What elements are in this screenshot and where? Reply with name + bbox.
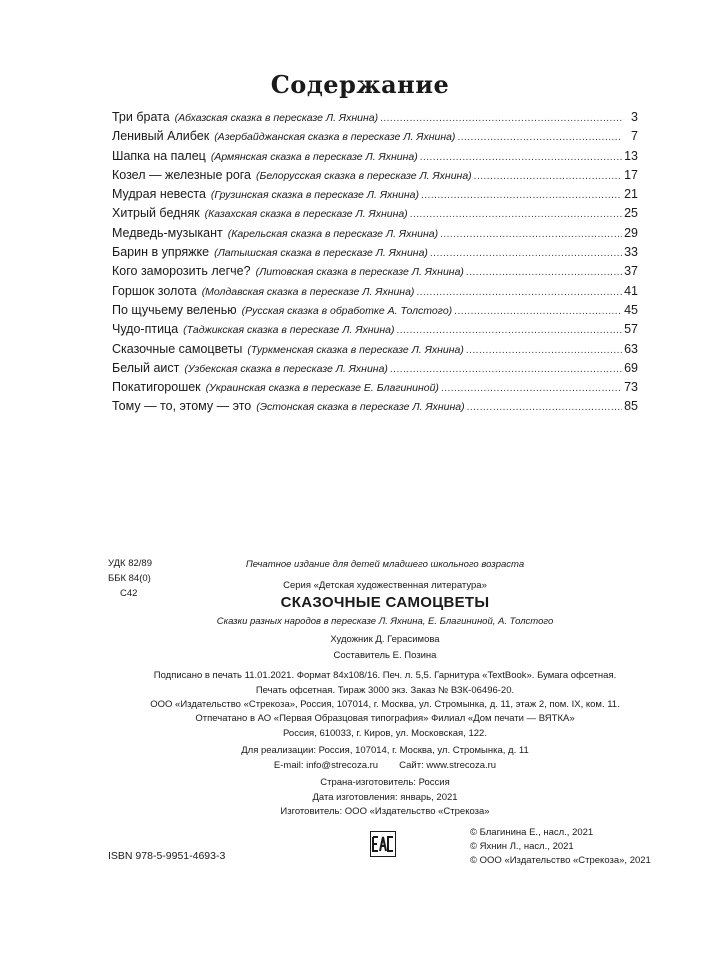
toc-entry[interactable]	[112, 262, 638, 281]
entry-title: Ленивый Алибек	[112, 129, 210, 144]
dot-leader	[454, 302, 622, 321]
entry-page: 69	[624, 360, 638, 375]
sales-details	[150, 744, 620, 773]
printer-details	[150, 712, 620, 741]
entry-source: (Латышская сказка в пересказе Л. Яхнина)	[214, 247, 428, 260]
bbk-code: ББК 84(0)	[108, 573, 151, 584]
entry-source: (Азербайджанская сказка в пересказе Л. Яхнина)	[214, 131, 456, 144]
print-specs: Подписано в печать 11.01.2021. Формат 84х108/16. Печ. л. 5,5. Гарнитура «TextBook». Бумага офсетная.	[153, 670, 617, 681]
entry-title: Сказочные самоцветы	[112, 341, 243, 356]
entry-source: (Русская сказка в обработке А. Толстого)	[241, 304, 453, 317]
dot-leader	[466, 341, 622, 360]
entry-source: (Карельская сказка в пересказе Л. Яхнина)	[227, 227, 439, 240]
entry-page: 25	[624, 206, 638, 221]
dot-leader	[467, 398, 622, 417]
entry-title: Три брата	[112, 110, 170, 124]
copyright-block	[470, 826, 651, 868]
entry-title: Белый аист	[112, 360, 180, 375]
publication-details	[150, 669, 620, 713]
entry-source: (Литовская сказка в пересказе Л. Яхнина)	[255, 266, 464, 279]
printer-address: Россия, 610033, г. Киров, ул. Московская, 122.	[283, 727, 487, 739]
publisher-address: ООО «Издательство «Стрекоза», Россия, 107014, г. Москва, ул. Стромынка, д. 11, этаж 2, пом. IX, ком. 11.	[150, 699, 620, 710]
entry-title: Шапка на палец	[112, 148, 206, 163]
entry-source: (Грузинская сказка в пересказе Л. Яхнина)	[210, 189, 419, 202]
dot-leader	[466, 263, 622, 282]
entry-source: (Туркменская сказка в пересказе Л. Яхнина)	[247, 343, 464, 356]
author-mark: С42	[120, 588, 138, 599]
toc-entry[interactable]	[112, 108, 638, 127]
entry-page: 17	[624, 167, 638, 182]
dot-leader	[430, 244, 622, 263]
toc-entry[interactable]	[112, 166, 638, 185]
artist-credit: Художник Д. Герасимова	[330, 634, 440, 645]
entry-source: (Молдавская сказка в пересказе Л. Яхнина)	[201, 285, 415, 298]
dot-leader	[390, 360, 622, 379]
copyright-line: © ООО «Издательство «Стрекоза», 2021	[470, 855, 651, 866]
dot-leader	[416, 283, 622, 302]
toc-entry[interactable]	[112, 320, 638, 339]
entry-source: (Казахская сказка в пересказе Л. Яхнина)	[204, 208, 408, 221]
dot-leader	[474, 167, 622, 186]
toc-entry[interactable]	[112, 340, 638, 359]
entry-page: 57	[624, 322, 638, 337]
entry-source: (Эстонская сказка в пересказе Л. Яхнина)	[256, 401, 465, 414]
entry-source: (Узбекская сказка в пересказе Л. Яхнина)	[184, 362, 388, 375]
table-of-contents	[112, 108, 638, 417]
entry-source: (Украинская сказка в пересказе Е. Благининой)	[205, 382, 439, 395]
toc-entry[interactable]	[112, 359, 638, 378]
entry-page: 37	[624, 264, 638, 279]
contact-line: E-mail: info@strecoza.ru Сайт: www.strecoza.ru	[273, 759, 497, 771]
isbn: ISBN 978-5-9951-4693-3	[108, 850, 226, 862]
dot-leader	[440, 225, 622, 244]
entry-title: Тому — то, этому — это	[112, 399, 252, 414]
udk-code: УДК 82/89	[108, 558, 152, 569]
copyright-line: © Яхнин Л., насл., 2021	[470, 841, 574, 852]
entry-page: 85	[624, 399, 638, 414]
entry-title: Чудо-птица	[112, 322, 179, 337]
classification-codes	[108, 558, 152, 603]
entry-source: (Абхазская сказка в пересказе Л. Яхнина)	[174, 112, 379, 124]
entry-title: Хитрый бедняк	[112, 206, 200, 221]
entry-source: (Армянская сказка в пересказе Л. Яхнина)	[210, 150, 418, 163]
entry-title: По щучьему веленью	[112, 302, 237, 317]
dot-leader	[380, 109, 622, 128]
toc-entry[interactable]	[112, 204, 638, 223]
entry-page: 63	[624, 341, 638, 356]
toc-entry[interactable]	[112, 282, 638, 301]
entry-source: (Таджикская сказка в пересказе Л. Яхнина)	[183, 324, 395, 337]
dot-leader	[420, 148, 622, 167]
toc-entry[interactable]	[112, 147, 638, 166]
toc-entry[interactable]	[112, 378, 638, 397]
dot-leader	[457, 128, 622, 147]
toc-entry[interactable]	[112, 243, 638, 262]
printer-name: Отпечатано в АО «Первая Образцовая типография» Филиал «Дом печати — ВЯТКА»	[195, 713, 575, 724]
entry-title: Барин в упряжке	[112, 245, 210, 260]
series-name: Серия «Детская художественная литература»	[283, 580, 487, 591]
entry-page: 73	[624, 380, 638, 395]
dot-leader	[396, 321, 622, 340]
entry-page: 3	[631, 110, 638, 124]
entry-page: 7	[631, 129, 638, 144]
sales-address: Для реализации: Россия, 107014, г. Москва, ул. Стромынка, д. 11	[241, 745, 529, 756]
entry-title: Мудрая невеста	[112, 187, 206, 202]
toc-entry[interactable]	[112, 224, 638, 243]
manufacturer-details	[150, 776, 620, 820]
dot-leader	[410, 205, 622, 224]
manufacture-date: Дата изготовления: январь, 2021	[312, 791, 458, 803]
toc-entry[interactable]	[112, 185, 638, 204]
age-note: Печатное издание для детей младшего школьного возраста	[245, 559, 525, 570]
entry-source: (Белорусская сказка в пересказе Л. Яхнина)	[256, 169, 472, 182]
toc-entry[interactable]	[112, 301, 638, 320]
entry-page: 13	[624, 148, 638, 163]
eac-mark-icon	[370, 831, 396, 857]
dot-leader	[441, 379, 622, 398]
copyright-line: © Благинина Е., насл., 2021	[470, 827, 594, 838]
manufacturer-name: Изготовитель: ООО «Издательство «Стрекоза»	[280, 806, 490, 817]
toc-entry[interactable]	[112, 127, 638, 146]
dot-leader	[421, 186, 622, 205]
toc-title: Содержание	[270, 70, 450, 99]
entry-page: 45	[624, 302, 638, 317]
book-title: СКАЗОЧНЫЕ САМОЦВЕТЫ	[280, 594, 490, 611]
entry-page: 21	[624, 187, 638, 202]
book-subtitle: Сказки разных народов в пересказе Л. Яхнина, Е. Благининой, А. Толстого	[216, 616, 554, 627]
country-of-origin: Страна-изготовитель: Россия	[320, 777, 450, 788]
entry-title: Горшок золота	[112, 283, 197, 298]
entry-page: 29	[624, 225, 638, 240]
entry-title: Кого заморозить легче?	[112, 264, 251, 279]
entry-title: Медведь-музыкант	[112, 225, 223, 240]
entry-title: Покатигорошек	[112, 380, 201, 395]
entry-title: Козел — железные рога	[112, 167, 252, 182]
print-run: Печать офсетная. Тираж 3000 экз. Заказ № ВЗК-06496-20.	[255, 684, 515, 696]
entry-page: 41	[624, 283, 638, 298]
compiler-credit: Составитель Е. Позина	[333, 650, 437, 661]
entry-page: 33	[624, 245, 638, 260]
toc-entry[interactable]	[112, 397, 638, 416]
